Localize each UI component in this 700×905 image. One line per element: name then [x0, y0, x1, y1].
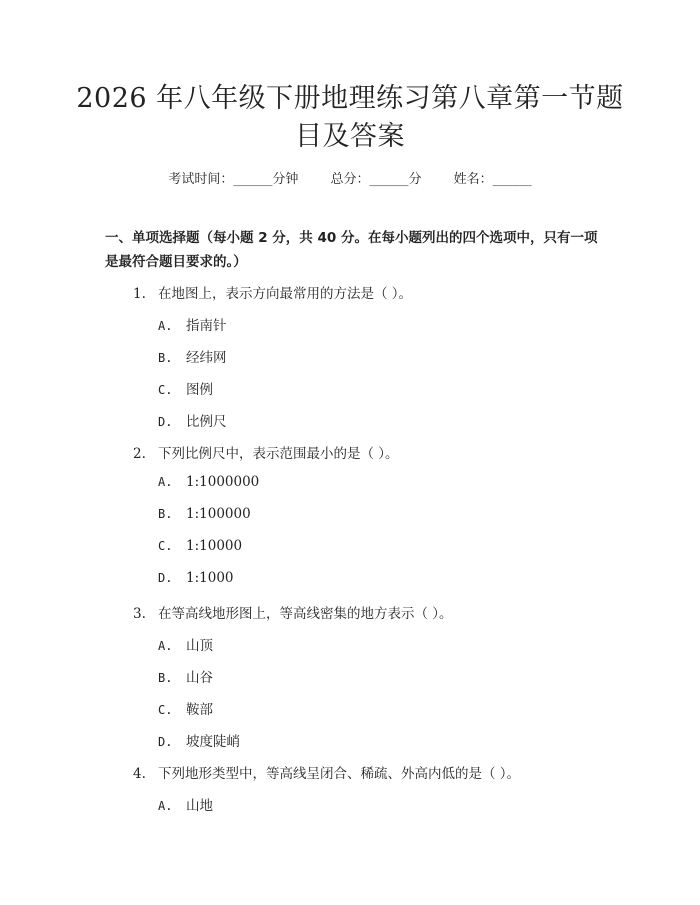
option-letter: D.: [158, 735, 173, 749]
option-text: 1:1000000: [186, 474, 260, 490]
option-text: 1:1000: [186, 570, 234, 586]
option-1-b: [158, 346, 227, 366]
option-text: 1:10000: [186, 538, 243, 554]
option-3-a: [158, 634, 213, 654]
option-letter: A.: [158, 475, 173, 489]
question-1: [133, 282, 412, 302]
option-letter: C.: [158, 539, 173, 553]
option-letter: C.: [158, 703, 173, 717]
option-text: 山顶: [186, 638, 213, 654]
option-2-b: [158, 506, 251, 522]
section-heading: 一、单项选择题（每小题 2 分，共 40 分。在每小题列出的四个选项中，只有一项是最符合题目要求的。）: [105, 230, 598, 270]
option-letter: D.: [158, 415, 173, 429]
option-1-c: [158, 378, 213, 398]
question-text: 下列地形类型中，等高线呈闭合、稀疏、外高内低的是（ ）。: [158, 766, 521, 782]
option-text: 指南针: [186, 318, 227, 334]
option-3-d: [158, 730, 240, 750]
option-2-a: [158, 474, 259, 490]
option-letter: D.: [158, 571, 173, 585]
option-4-a: [158, 794, 213, 814]
question-4: [133, 762, 520, 782]
option-letter: B.: [158, 671, 173, 685]
question-text: 下列比例尺中，表示范围最小的是（ ）。: [158, 446, 399, 462]
question-number: 3.: [133, 606, 146, 622]
option-text: 1:100000: [186, 506, 251, 522]
question-2: [133, 442, 399, 462]
title-line-1: 2026 年八年级下册地理练习第八章第一节题: [76, 83, 624, 114]
student-name: 姓名：______: [453, 172, 532, 187]
option-letter: A.: [158, 319, 173, 333]
title-line-2: 目及答案: [295, 121, 405, 152]
exam-total-score: 总分：______分: [330, 172, 422, 187]
question-number: 1.: [133, 286, 146, 302]
option-letter: B.: [158, 351, 173, 365]
question-number: 4.: [133, 766, 146, 782]
option-3-b: [158, 666, 213, 686]
option-text: 经纬网: [186, 350, 227, 366]
option-text: 山谷: [186, 670, 213, 686]
option-text: 比例尺: [186, 414, 227, 430]
question-3: [133, 602, 453, 622]
option-text: 坡度陡峭: [186, 734, 240, 750]
question-text: 在等高线地形图上，等高线密集的地方表示（ ）。: [158, 606, 453, 622]
exam-meta: [0, 168, 700, 187]
option-letter: C.: [158, 383, 173, 397]
option-2-d: [158, 570, 234, 586]
option-text: 图例: [186, 382, 213, 398]
exam-time: 考试时间：______分钟: [168, 172, 299, 187]
option-1-d: [158, 410, 227, 430]
option-1-a: [158, 314, 227, 334]
question-text: 在地图上，表示方向最常用的方法是（ ）。: [158, 286, 413, 302]
option-2-c: [158, 538, 242, 554]
question-number: 2.: [133, 446, 146, 462]
option-text: 山地: [186, 798, 213, 814]
option-letter: B.: [158, 507, 173, 521]
option-text: 鞍部: [186, 702, 213, 718]
page-title: [0, 80, 700, 156]
option-3-c: [158, 698, 213, 718]
option-letter: A.: [158, 799, 173, 813]
option-letter: A.: [158, 639, 173, 653]
